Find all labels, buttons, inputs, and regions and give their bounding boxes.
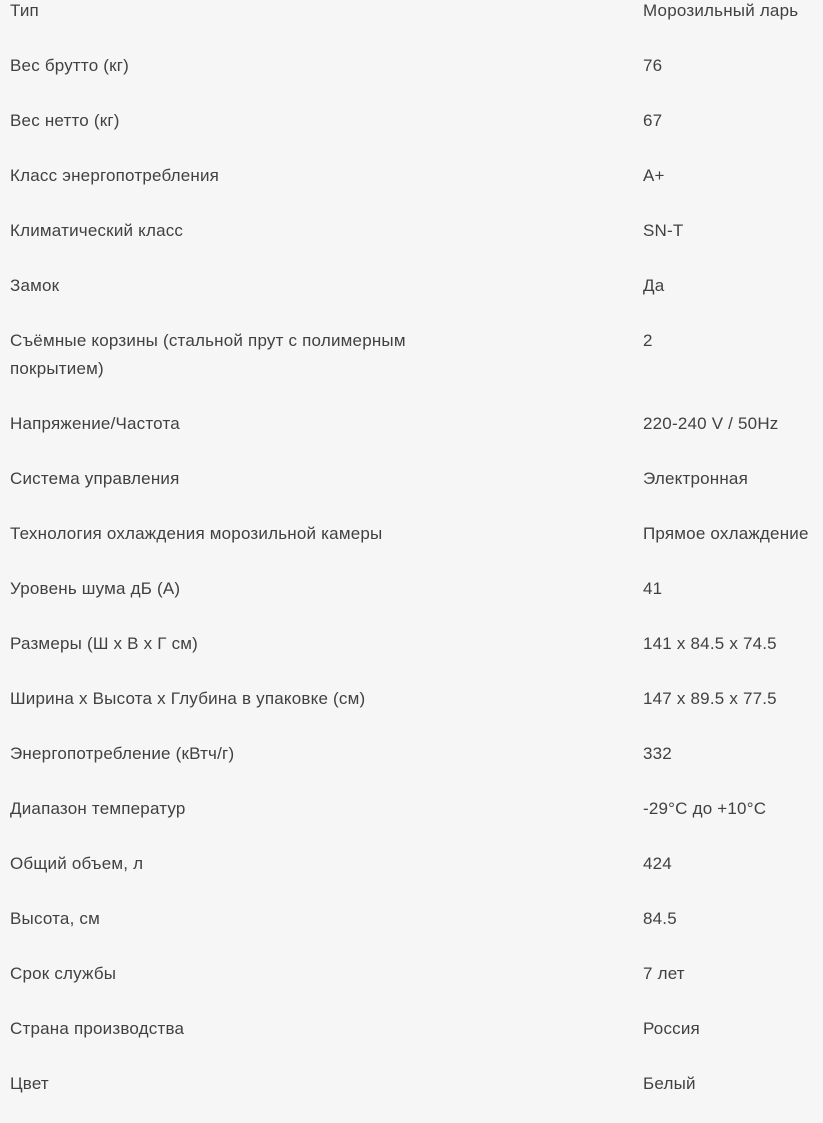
spec-label: Общий объем, л	[10, 853, 144, 873]
spec-row	[0, 313, 823, 396]
spec-row	[0, 148, 823, 203]
spec-row	[0, 726, 823, 781]
spec-label: Цвет	[10, 1073, 49, 1093]
spec-value: A+	[643, 165, 665, 185]
spec-row	[0, 891, 823, 946]
spec-value: 41	[643, 578, 663, 598]
spec-value: 76	[643, 55, 663, 75]
spec-label: Страна производства	[10, 1018, 185, 1038]
spec-label: Климатический класс	[10, 220, 184, 240]
spec-label: Система управления	[10, 468, 180, 488]
spec-label: Напряжение/Частота	[10, 413, 180, 433]
spec-label: Высота, см	[10, 908, 101, 928]
spec-row	[0, 671, 823, 726]
spec-label: Размеры (Ш х В х Г см)	[10, 633, 199, 653]
spec-row	[0, 836, 823, 891]
spec-value: 2	[643, 330, 653, 350]
spec-value: 7 лет	[643, 963, 685, 983]
spec-value: -29°C до +10°C	[643, 798, 767, 818]
spec-row	[0, 0, 823, 38]
spec-value: Да	[643, 275, 665, 295]
spec-row	[0, 451, 823, 506]
spec-value: 141 x 84.5 x 74.5	[643, 633, 777, 653]
spec-value: 84.5	[643, 908, 677, 928]
spec-label: Диапазон температур	[10, 798, 186, 818]
spec-label: Уровень шума дБ (А)	[10, 578, 181, 598]
spec-row	[0, 38, 823, 93]
spec-label: Срок службы	[10, 963, 117, 983]
spec-value: Морозильный ларь	[643, 0, 799, 20]
spec-label: Класс энергопотребления	[10, 165, 220, 185]
spec-row	[0, 506, 823, 561]
spec-label: Замок	[10, 275, 60, 295]
spec-value: Электронная	[643, 468, 748, 488]
spec-row	[0, 203, 823, 258]
spec-row	[0, 1001, 823, 1056]
spec-row	[0, 258, 823, 313]
spec-row	[0, 93, 823, 148]
spec-row	[0, 561, 823, 616]
spec-row	[0, 1056, 823, 1111]
spec-value: Россия	[643, 1018, 700, 1038]
spec-value: SN-T	[643, 220, 684, 240]
spec-label: Вес брутто (кг)	[10, 55, 130, 75]
spec-label: Ширина х Высота х Глубина в упаковке (см)	[10, 688, 366, 708]
spec-value: 147 x 89.5 x 77.5	[643, 688, 777, 708]
spec-value: 424	[643, 853, 672, 873]
spec-value: Прямое охлаждение	[643, 523, 809, 543]
spec-value: 67	[643, 110, 663, 130]
spec-row	[0, 616, 823, 671]
spec-label: Съёмные корзины (стальной прут с полимерным покрытием)	[10, 330, 406, 378]
spec-row	[0, 781, 823, 836]
spec-label: Технология охлаждения морозильной камеры	[10, 523, 383, 543]
spec-label: Энергопотребление (кВтч/г)	[10, 743, 235, 763]
spec-label: Вес нетто (кг)	[10, 110, 120, 130]
spec-value: 332	[643, 743, 672, 763]
spec-row	[0, 396, 823, 451]
spec-value: Белый	[643, 1073, 696, 1093]
spec-value: 220-240 V / 50Hz	[643, 413, 779, 433]
spec-row	[0, 946, 823, 1001]
spec-label: Тип	[10, 0, 39, 20]
